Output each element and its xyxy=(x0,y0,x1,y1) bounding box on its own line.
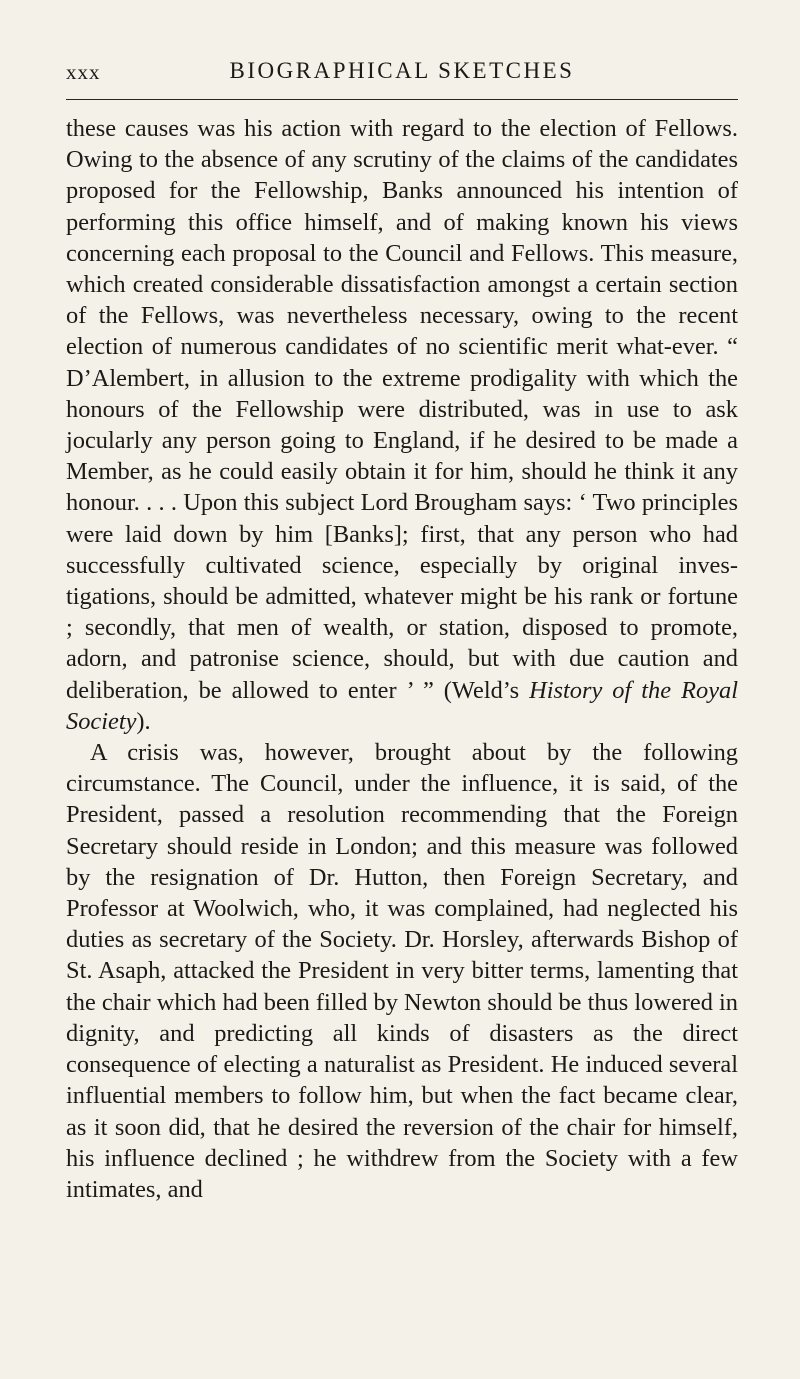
paragraph-1-text: these causes was his action with regard to the election of Fellows. Owing to the absence of any scrutiny of the claims of the candidates proposed for the Fellowship, Banks announced his intention of performing this office himself, and of making known his views concerning each proposal to the Council and Fellows. This measure, which created considerable dissatisfaction amongst a certain section of the Fellows, was nevertheless necessary, owing to the recent election of numerous candidates of no scientific merit what-ever. “ D’Alembert, in allusion to the extreme prodigality with which the honours of the Fellowship were distributed, was in use to ask jocularly any person going to England, if he desired to be made a Member, as he could easily obtain it for him, should he think it any honour. . . . Upon this subject Lord Brougham says: ‘ Two principles were laid down by him [Banks]; first, that any person who had successfully cultivated science, especially by original inves-tigations, should be admitted, whatever might be his rank or fortune ; secondly, that men of wealth, or station, disposed to promote, adorn, and patronise science, should, but with due caution and deliberation, be allowed to enter ’ ” (Weld’s xyxy=(66,115,738,704)
running-title: BIOGRAPHICAL SKETCHES xyxy=(229,58,575,83)
paragraph-1 xyxy=(66,113,738,737)
paragraph-2: A crisis was, however, brought about by the following circumstance. The Council, under the influence, it is said, of the President, passed a resolution recommending that the Foreign Secretary should reside in London; and this measure was followed by the resignation of Dr. Hutton, then Foreign Secretary, and Professor at Woolwich, who, it was complained, had neglected his duties as secretary of the Society. Dr. Horsley, afterwards Bishop of St. Asaph, attacked the President in very bitter terms, lamenting that the chair which had been filled by Newton should be thus lowered in dignity, and predicting all kinds of disasters as the direct consequence of electing a naturalist as President. He induced several influential members to follow him, but when the fact became clear, as it soon did, that he desired the reversion of the chair for himself, his influence declined ; he withdrew from the Society with a few intimates, and xyxy=(66,739,738,1203)
body-text xyxy=(66,113,738,1205)
page-header xyxy=(66,58,738,98)
page-number: xxx xyxy=(66,60,101,84)
book-citation: History of the Royal Society xyxy=(66,676,738,735)
header-rule xyxy=(66,99,738,100)
citation-closing: ). xyxy=(136,707,151,735)
